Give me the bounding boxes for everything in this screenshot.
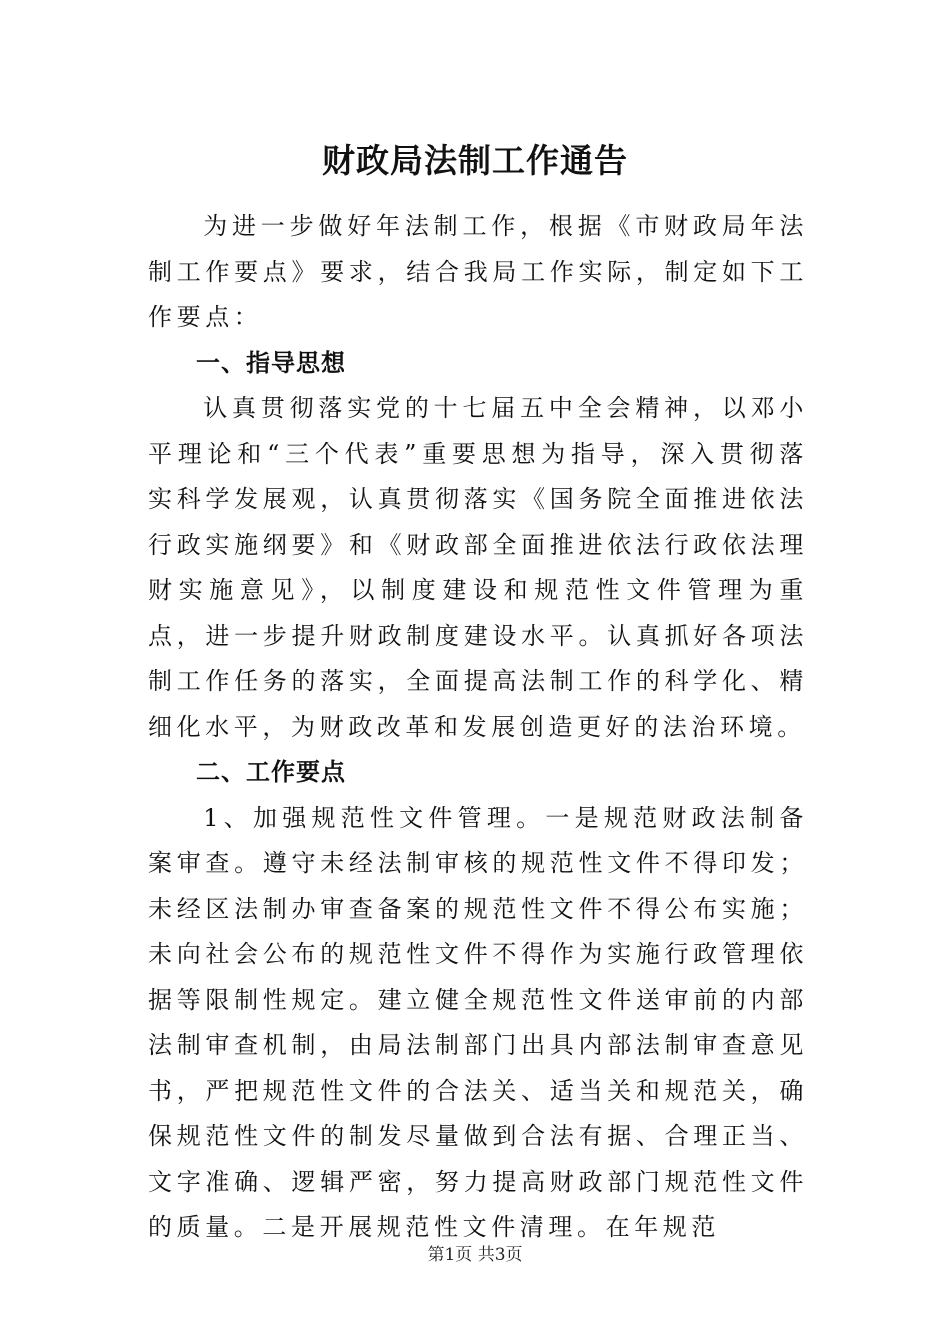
document-body — [148, 204, 808, 1251]
section-heading-work-points: 二、工作要点 — [196, 758, 346, 786]
section-paragraph-guiding-ideology: 认真贯彻落实党的十七届五中全会精神，以邓小平理论和“三个代表”重要思想为指导，深入贯彻落实科学发展观，认真贯彻落实《国务院全面推进依法行政实施纲要》和《财政部全面推进依法行政依法理财实施意见》，以制度建设和规范性文件管理为重点，进一步提升财政制度建设水平。认真抓好各项法制工作任务的落实，全面提高法制工作的科学化、精细化水平，为财政改革和发展创造更好的法治环境。 — [148, 394, 808, 741]
section-heading-guiding-ideology: 一、指导思想 — [196, 348, 346, 377]
section-paragraph-work-points: 1、加强规范性文件管理。一是规范财政法制备案审查。遵守未经法制审核的规范性文件不得印发；未经区法制办审查备案的规范性文件不得公布实施；未向社会公布的规范性文件不得作为实施行政管理依据等限制性规定。建立健全规范性文件送审前的内部法制审查机制，由局法制部门出具内部法制审查意见书，严把规范性文件的合法关、适当关和规范关，确保规范性文件的制发尽量做到合法有据、合理正当、文字准确、逻辑严密，努力提高财政部门规范性文件的质量。二是开展规范性文件清理。在年规范 — [148, 803, 808, 1241]
page-footer: 第1页 共3页 — [427, 1245, 523, 1265]
intro-paragraph: 为进一步做好年法制工作，根据《市财政局年法制工作要点》要求，结合我局工作实际，制定如下工作要点： — [148, 212, 808, 331]
document-title: 财政局法制工作通告 — [322, 141, 628, 180]
